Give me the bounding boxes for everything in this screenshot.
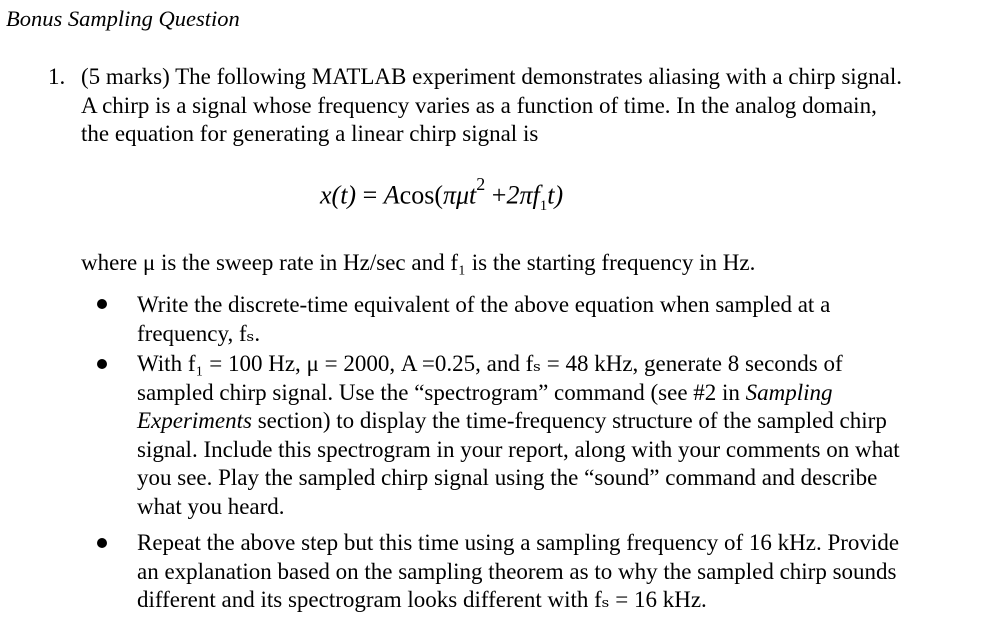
intro-line: (5 marks) The following MATLAB experiment demonstrates aliasing with a chirp signal. [81,64,903,89]
equation-cos: cos( [399,180,443,210]
bullet-line: signal. Include this spectrogram in your report, along with your comments on what [137,436,900,462]
bullet-item-3 [137,529,899,615]
bullet-marker [97,359,107,369]
bullet-line: an explanation based on the sampling theorem as to why the sampled chirp sounds [137,558,897,584]
bullet-text-segment: sampled chirp signal. Use the “spectrogram” command (see #2 in [137,379,746,405]
bullet-marker [97,299,107,309]
bullet-line [137,407,900,436]
bullet-italic-segment: Sampling [745,379,833,405]
equation-plus: + [485,180,507,210]
bullet-italic-segment: Experiments [137,408,252,433]
bullet-line: what you heard. [137,493,285,519]
bullet-line [137,379,900,408]
equation-lhs: x(t) [320,180,357,210]
equation-term2: 2πf [506,180,540,210]
bullet-line: different and its spectrogram looks different with fₛ = 16 kHz. [137,587,707,612]
bullet-item-2 [137,350,900,521]
equation-term2-end: t) [547,180,564,210]
question-intro [81,63,981,149]
section-heading: Bonus Sampling Question [6,6,240,31]
bullet-line: Write the discrete-time equivalent of the above equation when sampled at a [137,292,831,317]
bullet-line: frequency, fₛ. [137,320,261,346]
bullet-line: you see. Play the sampled chirp signal using the “sound” command and describe [137,465,878,490]
question-number: 1. [48,64,66,89]
equation-subscript: 1 [539,197,548,214]
equation-term1: πμt [442,180,477,210]
equation-exponent: 2 [476,174,486,194]
where-clause: where μ is the sweep rate in Hz/sec and f₁ is the starting frequency in Hz. [81,250,756,275]
bullet-text-segment: section) to display the time-frequency structure of the sampled chirp [251,408,887,433]
bullet-item-1 [137,291,830,348]
bullet-line: Repeat the above step but this time using a sampling frequency of 16 kHz. Provide [137,530,900,555]
equation-equals: = [356,180,384,210]
bullet-marker [97,538,107,548]
chirp-equation [320,168,563,226]
equation-amplitude: A [383,180,400,210]
intro-line: A chirp is a signal whose frequency varies as a function of time. In the analog domain, [81,92,877,118]
bullet-line: With f₁ = 100 Hz, μ = 2000, A =0.25, and fₛ = 48 kHz, generate 8 seconds of [137,351,843,376]
intro-line: the equation for generating a linear chirp signal is [81,121,539,146]
